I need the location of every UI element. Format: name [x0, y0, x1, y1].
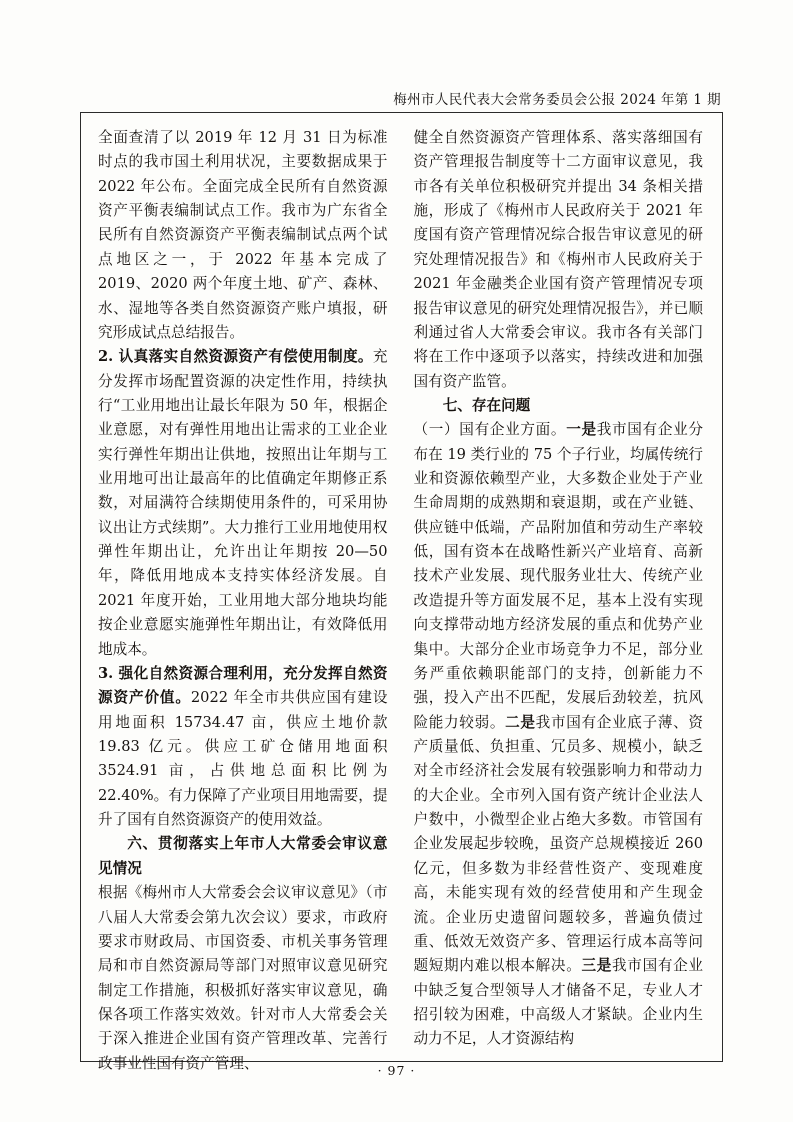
para-soe-lead: （一）国有企业方面。 [413, 421, 567, 439]
para-asset-system: 健全自然资源资产管理体系、落实落细国有资产管理报告制度等十二方面审议意见，我市各有关单位积极研究并提出 34 条相关措施，形成了《梅州市人民政府关于 2021 年度国有资产管理情况综合报告审议意见的研究处理情况报告》和《梅州市人民政府关于 2021 年金融类企业国有资产管理情况专项报告审议意见的研究处理情况报告》，并已顺利通过省人大常委会审议。我市各有关部门将在工作中逐项予以落实，持续改进和加强国有资产监管。 [413, 129, 703, 390]
right-text-column [414, 126, 704, 1050]
marker-one: 一是 [566, 421, 597, 439]
heading-six: 六、贯彻落实上年市人大常委会审议意见情况 [98, 835, 388, 877]
para-soe-body-1: 我市国有企业分布在 19 类行业的 75 个子行业，均属传统行业和资源依赖型产业，大多数企业处于产业生命周期的成熟期和衰退期，或在产业链、供应链中低端，产品附加值和劳动生产率较低，国有资本在战略性新兴产业培育、高新技术产业发展、现代服务业壮大、传统产业改造提升等方面发展不足，基本上没有实现向支撑带动地方经济发展的重点和优势产业集中。大部分企业市场竞争力不足，部分业务严重依赖职能部门的支持，创新能力不强，投入产出不匹配，发展后劲较差，抗风险能力较弱。 [413, 421, 703, 731]
para-item-2-body: 充分发挥市场配置资源的决定性作用，持续执行“工业用地出让最长年限为 50 年，根据企业意愿，对有弹性用地出让需求的工业企业实行弹性年期出让供地，按照出让年期与工业用地可出让最高年的比值确定年期修正系数，对届满符合续期使用条件的，可采用协议出让方式续期”。大力推行工业用地使用权弹性年期出让，允许出让年期按 20—50 年，降低用地成本支持实体经济发展。自 2021 年度开始，工业用地大部分地块均能按企业意愿实施弹性年期出让，有效降低用地成本。 [98, 348, 388, 658]
para-soe-body-2: 我市国有企业底子薄、资产质量低、负担重、冗员多、规模小，缺乏对全市经济社会发展有较强影响力和带动力的大企业。全市列入国有资产统计企业法人户数中，小微型企业占绝大多数。市管国有企业发展起步较晚，虽资产总规模接近 260 亿元，但多数为非经营性资产、变现难度高，未能实现有效的经营使用和产生现金流。企业历史遗留问题较多，普遍负债过重、低效无效资产多、管理运行成本高等问题短期内难以根本解决。 [413, 713, 703, 975]
marker-two: 二是 [505, 713, 536, 731]
heading-seven: 七、存在问题 [442, 396, 531, 414]
para-land-survey: 全面查清了以 2019 年 12 月 31 日为标准时点的我市国土利用状况，主要数据成果于 2022 年公布。全面完成全民所有自然资源资产平衡表编制试点工作。我市为广东省全民所有自然资源资产平衡表编制试点两个试点地区之一，于 2022 年基本完成了 2019、2020 两个年度土地、矿产、森林、水、湿地等各类自然资源资产账户填报，研究形成试点总结报告。 [98, 129, 388, 341]
page-header: 梅州市人民代表大会常务委员会公报 2024 年第 1 期 [393, 92, 721, 108]
para-item-2 [98, 345, 388, 662]
page-number: · 97 · [377, 1063, 416, 1078]
para-item-3 [98, 662, 388, 833]
para-item-2-lead: 2. 认真落实自然资源资产有偿使用制度。 [98, 348, 373, 366]
para-soe-problems [414, 418, 704, 1051]
left-text-column [98, 126, 388, 1072]
para-item-3-body: 2022 年全市共供应国有建设用地面积 15734.47 亩，供应土地价款 19.83 亿元。供应工矿仓储用地面积 3524.91 亩，占供地总面积比例为 22.40%。有力保障了产业项目用地需要，提升了国有自然资源资产的使用效益。 [98, 689, 388, 829]
para-soe-body-3: 我市国有企业中缺乏复合型领导人才储备不足，专业人才招引较为困难，中高级人才紧缺。企业内生动力不足，人才资源结构 [413, 957, 703, 1048]
para-item-3-lead: 3. 强化自然资源合理利用，充分发挥自然资源资产价值。 [98, 664, 388, 707]
para-review-opinions: 根据《梅州市人大常委会会议审议意见》（市八届人大常委会第九次会议）要求，市政府要求市财政局、市国资委、市机关事务管理局和市自然资源局等部门对照审议意见研究制定工作措施，积极抓好落实审议意见，确保各项工作落实效效。针对市人大常委会关于深入推进企业国有资产管理改革、完善行政事业性国有资产管理、 [98, 884, 388, 1072]
marker-three: 三是 [581, 957, 613, 975]
